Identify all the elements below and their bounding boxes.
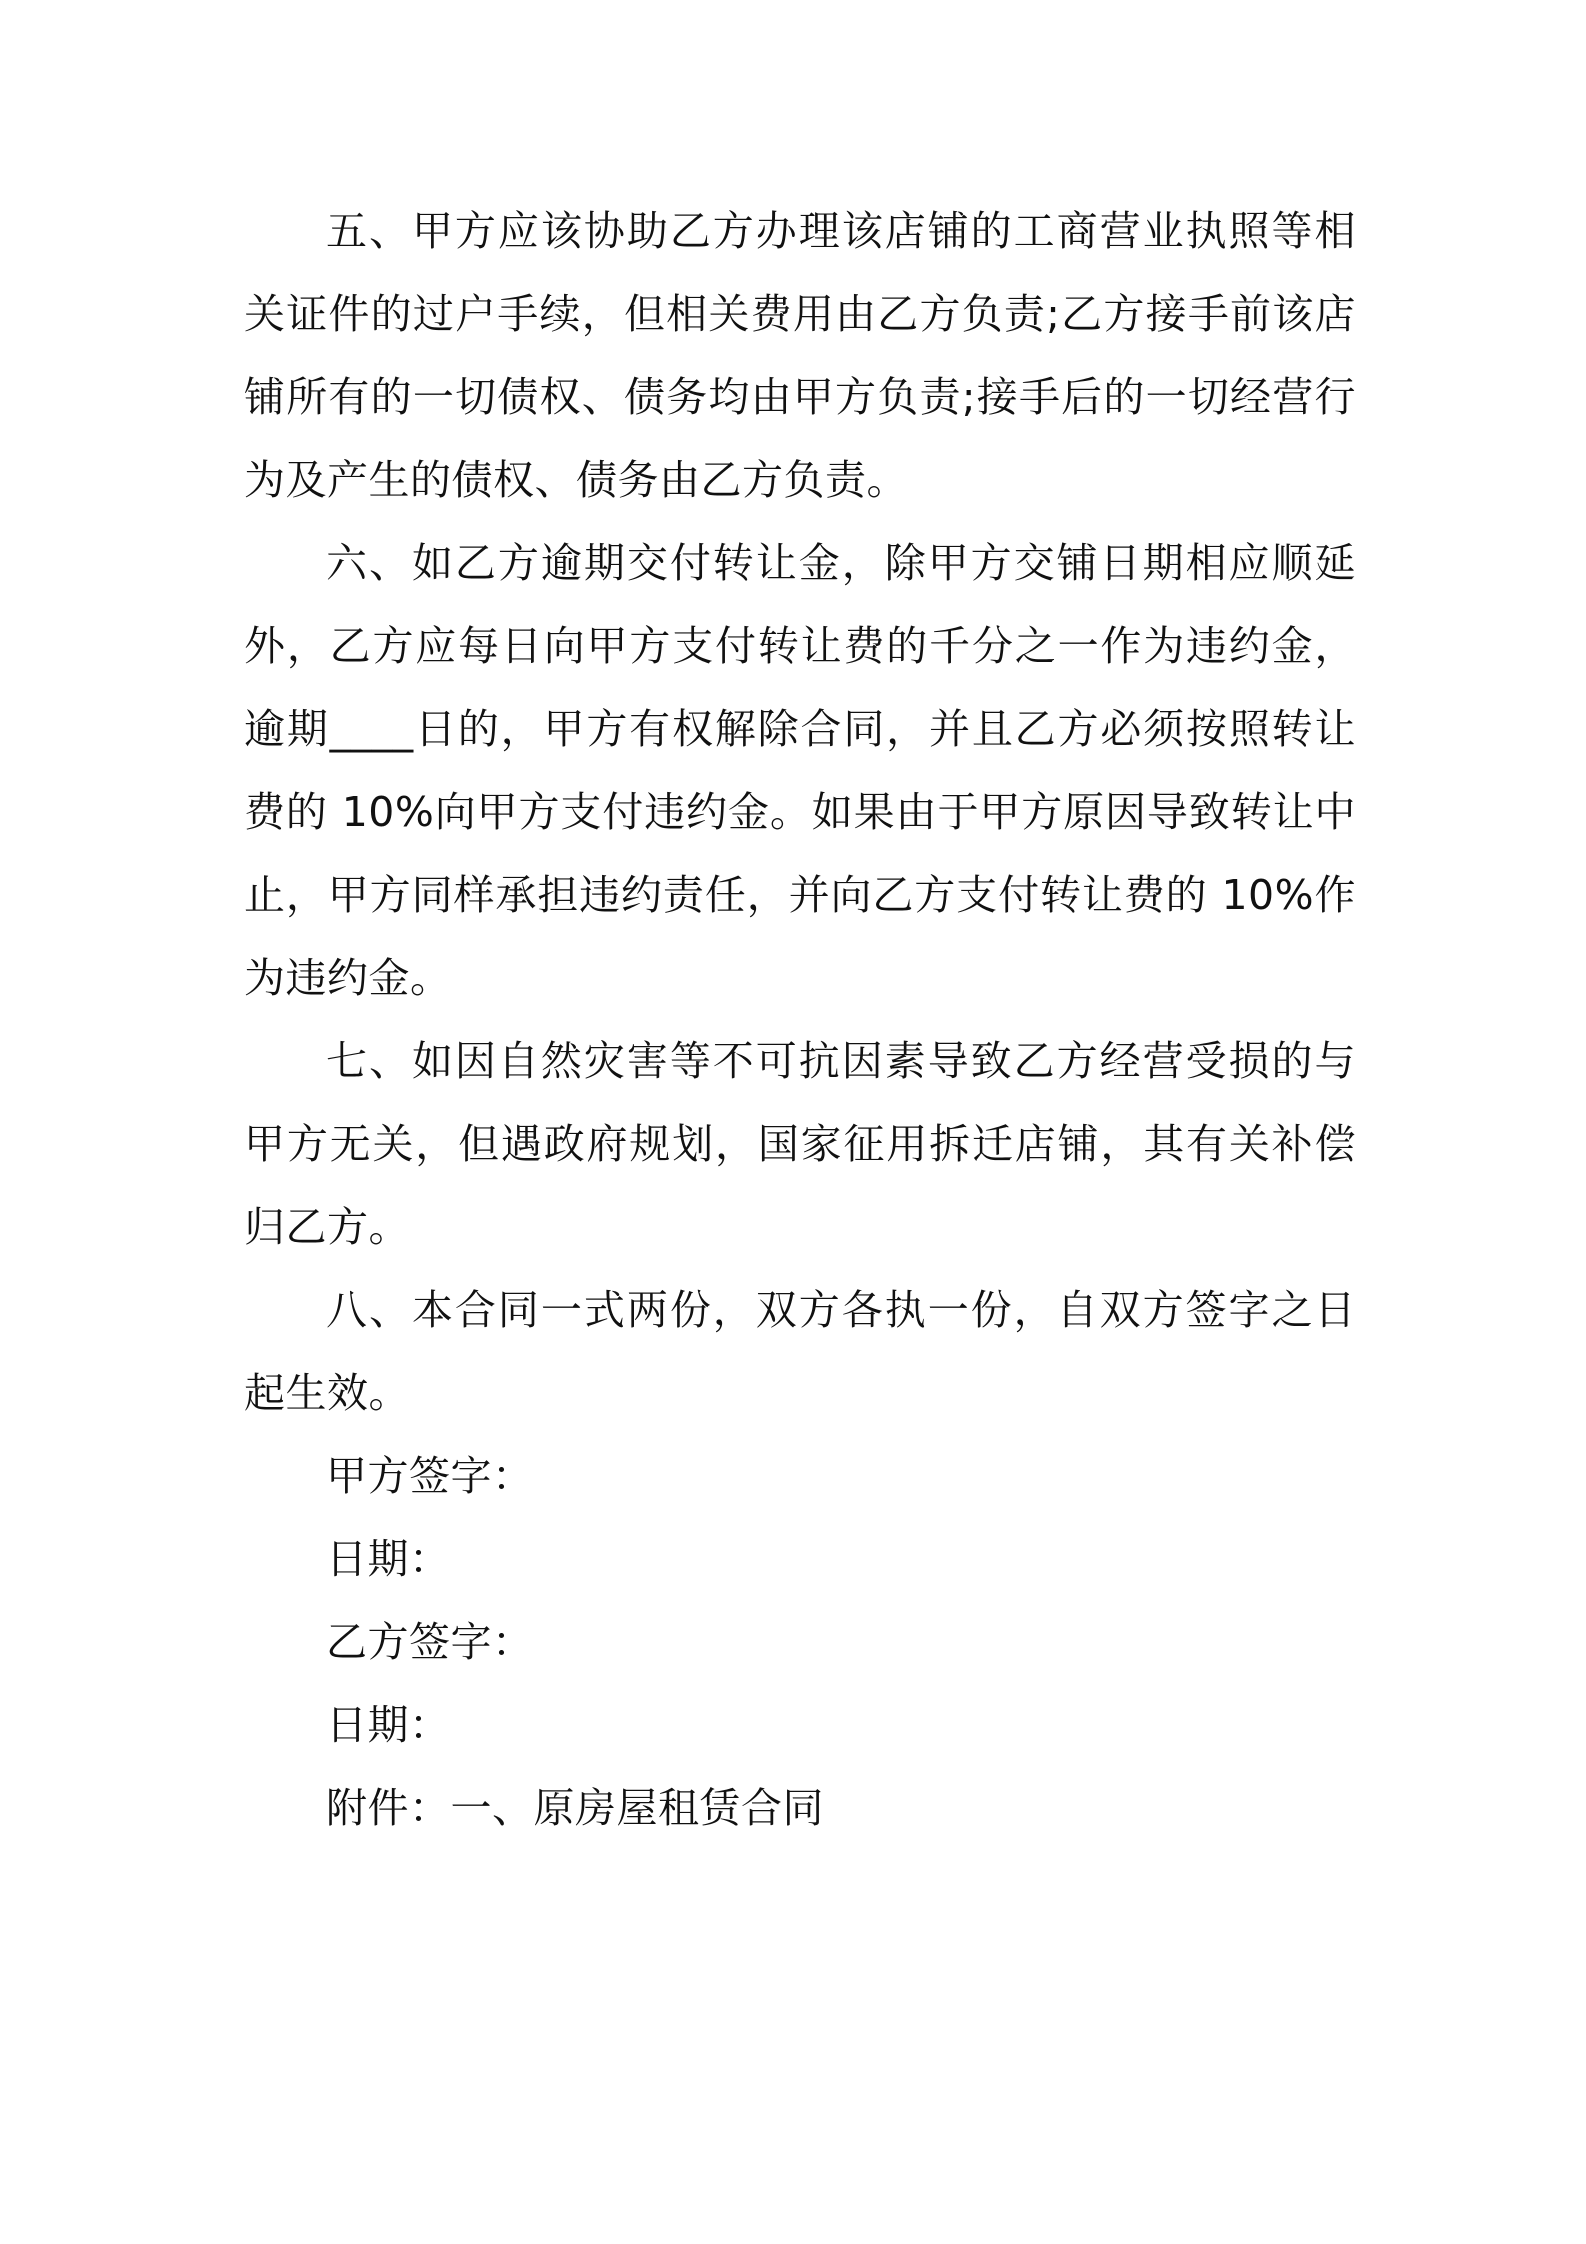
contract-body [244, 190, 1356, 1850]
attachment-line: 附件：一、原房屋租赁合同 [326, 1784, 824, 1832]
clause-7-paragraph: 七、如因自然灾害等不可抗因素导致乙方经营受损的与甲方无关，但遇政府规划，国家征用拆迁店铺，其有关补偿归乙方。 [244, 1037, 1356, 1251]
party-a-date-label: 日期： [326, 1535, 451, 1583]
party-a-signature-label: 甲方签字： [326, 1452, 534, 1500]
party-b-date-label: 日期： [326, 1701, 451, 1749]
party-b-signature-label: 乙方签字： [326, 1618, 534, 1666]
clause-8-paragraph: 八、本合同一式两份，双方各执一份，自双方签字之日起生效。 [244, 1286, 1356, 1417]
clause-6-paragraph: 六、如乙方逾期交付转让金，除甲方交铺日期相应顺延外，乙方应每日向甲方支付转让费的千分之一作为违约金，逾期____日的，甲方有权解除合同，并且乙方必须按照转让费的 10%向甲方支付违约金。如果由于甲方原因导致转让中止，甲方同样承担违约责任，并向乙方支付转让费的 10%作为违约金。 [244, 539, 1356, 1002]
clause-5-paragraph: 五、甲方应该协助乙方办理该店铺的工商营业执照等相关证件的过户手续，但相关费用由乙方负责;乙方接手前该店铺所有的一切债权、债务均由甲方负责;接手后的一切经营行为及产生的债权、债务由乙方负责。 [244, 207, 1356, 504]
